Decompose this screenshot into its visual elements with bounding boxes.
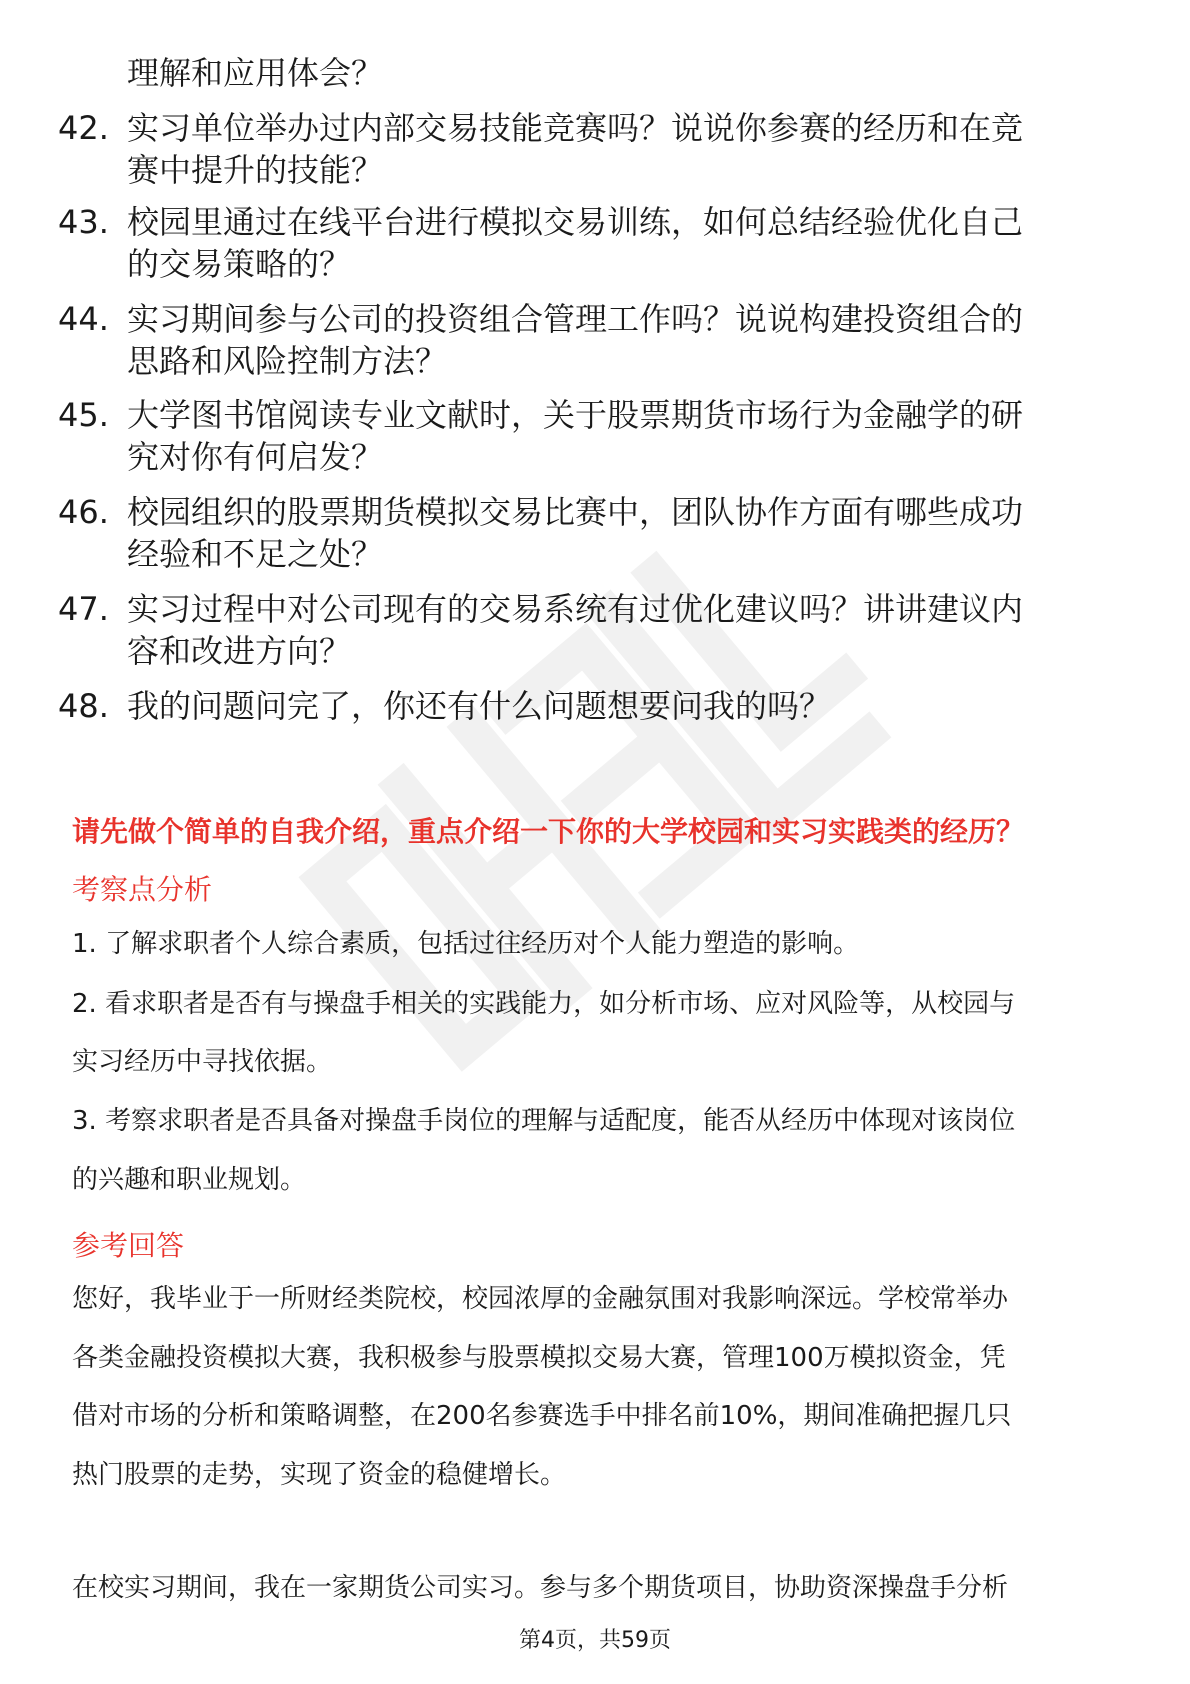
question-line: 赛中提升的技能？: [127, 151, 384, 189]
answer-line: 热门股票的走势，实现了资金的稳健增长。: [72, 1460, 567, 1490]
question-line: 的交易策略的？: [127, 245, 352, 283]
question-number: 44.: [58, 300, 109, 338]
question-line: 大学图书馆阅读专业文献时，关于股票期货市场行为金融学的研: [127, 396, 1024, 434]
main-question-heading: 请先做个简单的自我介绍，重点介绍一下你的大学校园和实习实践类的经历？: [72, 815, 1025, 848]
question-text: [127, 201, 1127, 285]
answer-line: 您好，我毕业于一所财经类院校，校园浓厚的金融氛围对我影响深远。学校常举办: [72, 1284, 1009, 1314]
question-number: 43.: [58, 203, 109, 241]
question-number: 48.: [58, 687, 109, 725]
question-text: [127, 491, 1127, 575]
question-text: [127, 394, 1127, 478]
question-line: 思路和风险控制方法？: [127, 342, 448, 380]
question-line: 实习单位举办过内部交易技能竞赛吗？说说你参赛的经历和在竞: [127, 109, 1024, 147]
question-number: 42.: [58, 109, 109, 147]
question-line: 校园里通过在线平台进行模拟交易训练，如何总结经验优化自己: [127, 203, 1024, 241]
answer-title: 参考回答: [72, 1229, 185, 1262]
analysis-title: 考察点分析: [72, 873, 213, 906]
answer-line: 借对市场的分析和策略调整，在200名参赛选手中排名前10%，期间准确把握几只: [72, 1401, 1012, 1431]
question-number: 47.: [58, 590, 109, 628]
question-line: 实习过程中对公司现有的交易系统有过优化建议吗？讲讲建议内: [127, 590, 1024, 628]
question-text: [127, 298, 1127, 382]
question-number: 45.: [58, 396, 109, 434]
question-line: 实习期间参与公司的投资组合管理工作吗？说说构建投资组合的: [127, 300, 1024, 338]
question-text: [127, 588, 1127, 672]
question-line: 我的问题问完了，你还有什么问题想要问我的吗？: [127, 687, 832, 725]
question-text: [127, 685, 1127, 727]
question-line: 经验和不足之处？: [127, 535, 384, 573]
analysis-line: 实习经历中寻找依据。: [72, 1047, 333, 1077]
question-text: [127, 107, 1127, 191]
analysis-line: 2. 看求职者是否有与操盘手相关的实践能力，如分析市场、应对风险等，从校园与: [72, 989, 1016, 1019]
page-number-footer: 第4页，共59页: [519, 1628, 671, 1653]
analysis-line: 1. 了解求职者个人综合素质，包括过往经历对个人能力塑造的影响。: [72, 929, 860, 959]
analysis-line: 3. 考察求职者是否具备对操盘手岗位的理解与适配度，能否从经历中体现对该岗位: [72, 1106, 1016, 1136]
answer-line: 在校实习期间，我在一家期货公司实习。参与多个期货项目，协助资深操盘手分析: [72, 1573, 1009, 1603]
answer-line: 各类金融投资模拟大赛，我积极参与股票模拟交易大赛，管理100万模拟资金，凭: [72, 1343, 1006, 1373]
question-line: 究对你有何启发？: [127, 438, 384, 476]
question-line: 校园组织的股票期货模拟交易比赛中，团队协作方面有哪些成功: [127, 493, 1024, 531]
question-continuation: 理解和应用体会？: [127, 54, 384, 92]
question-number: 46.: [58, 493, 109, 531]
question-line: 容和改进方向？: [127, 632, 352, 670]
analysis-line: 的兴趣和职业规划。: [72, 1165, 307, 1195]
